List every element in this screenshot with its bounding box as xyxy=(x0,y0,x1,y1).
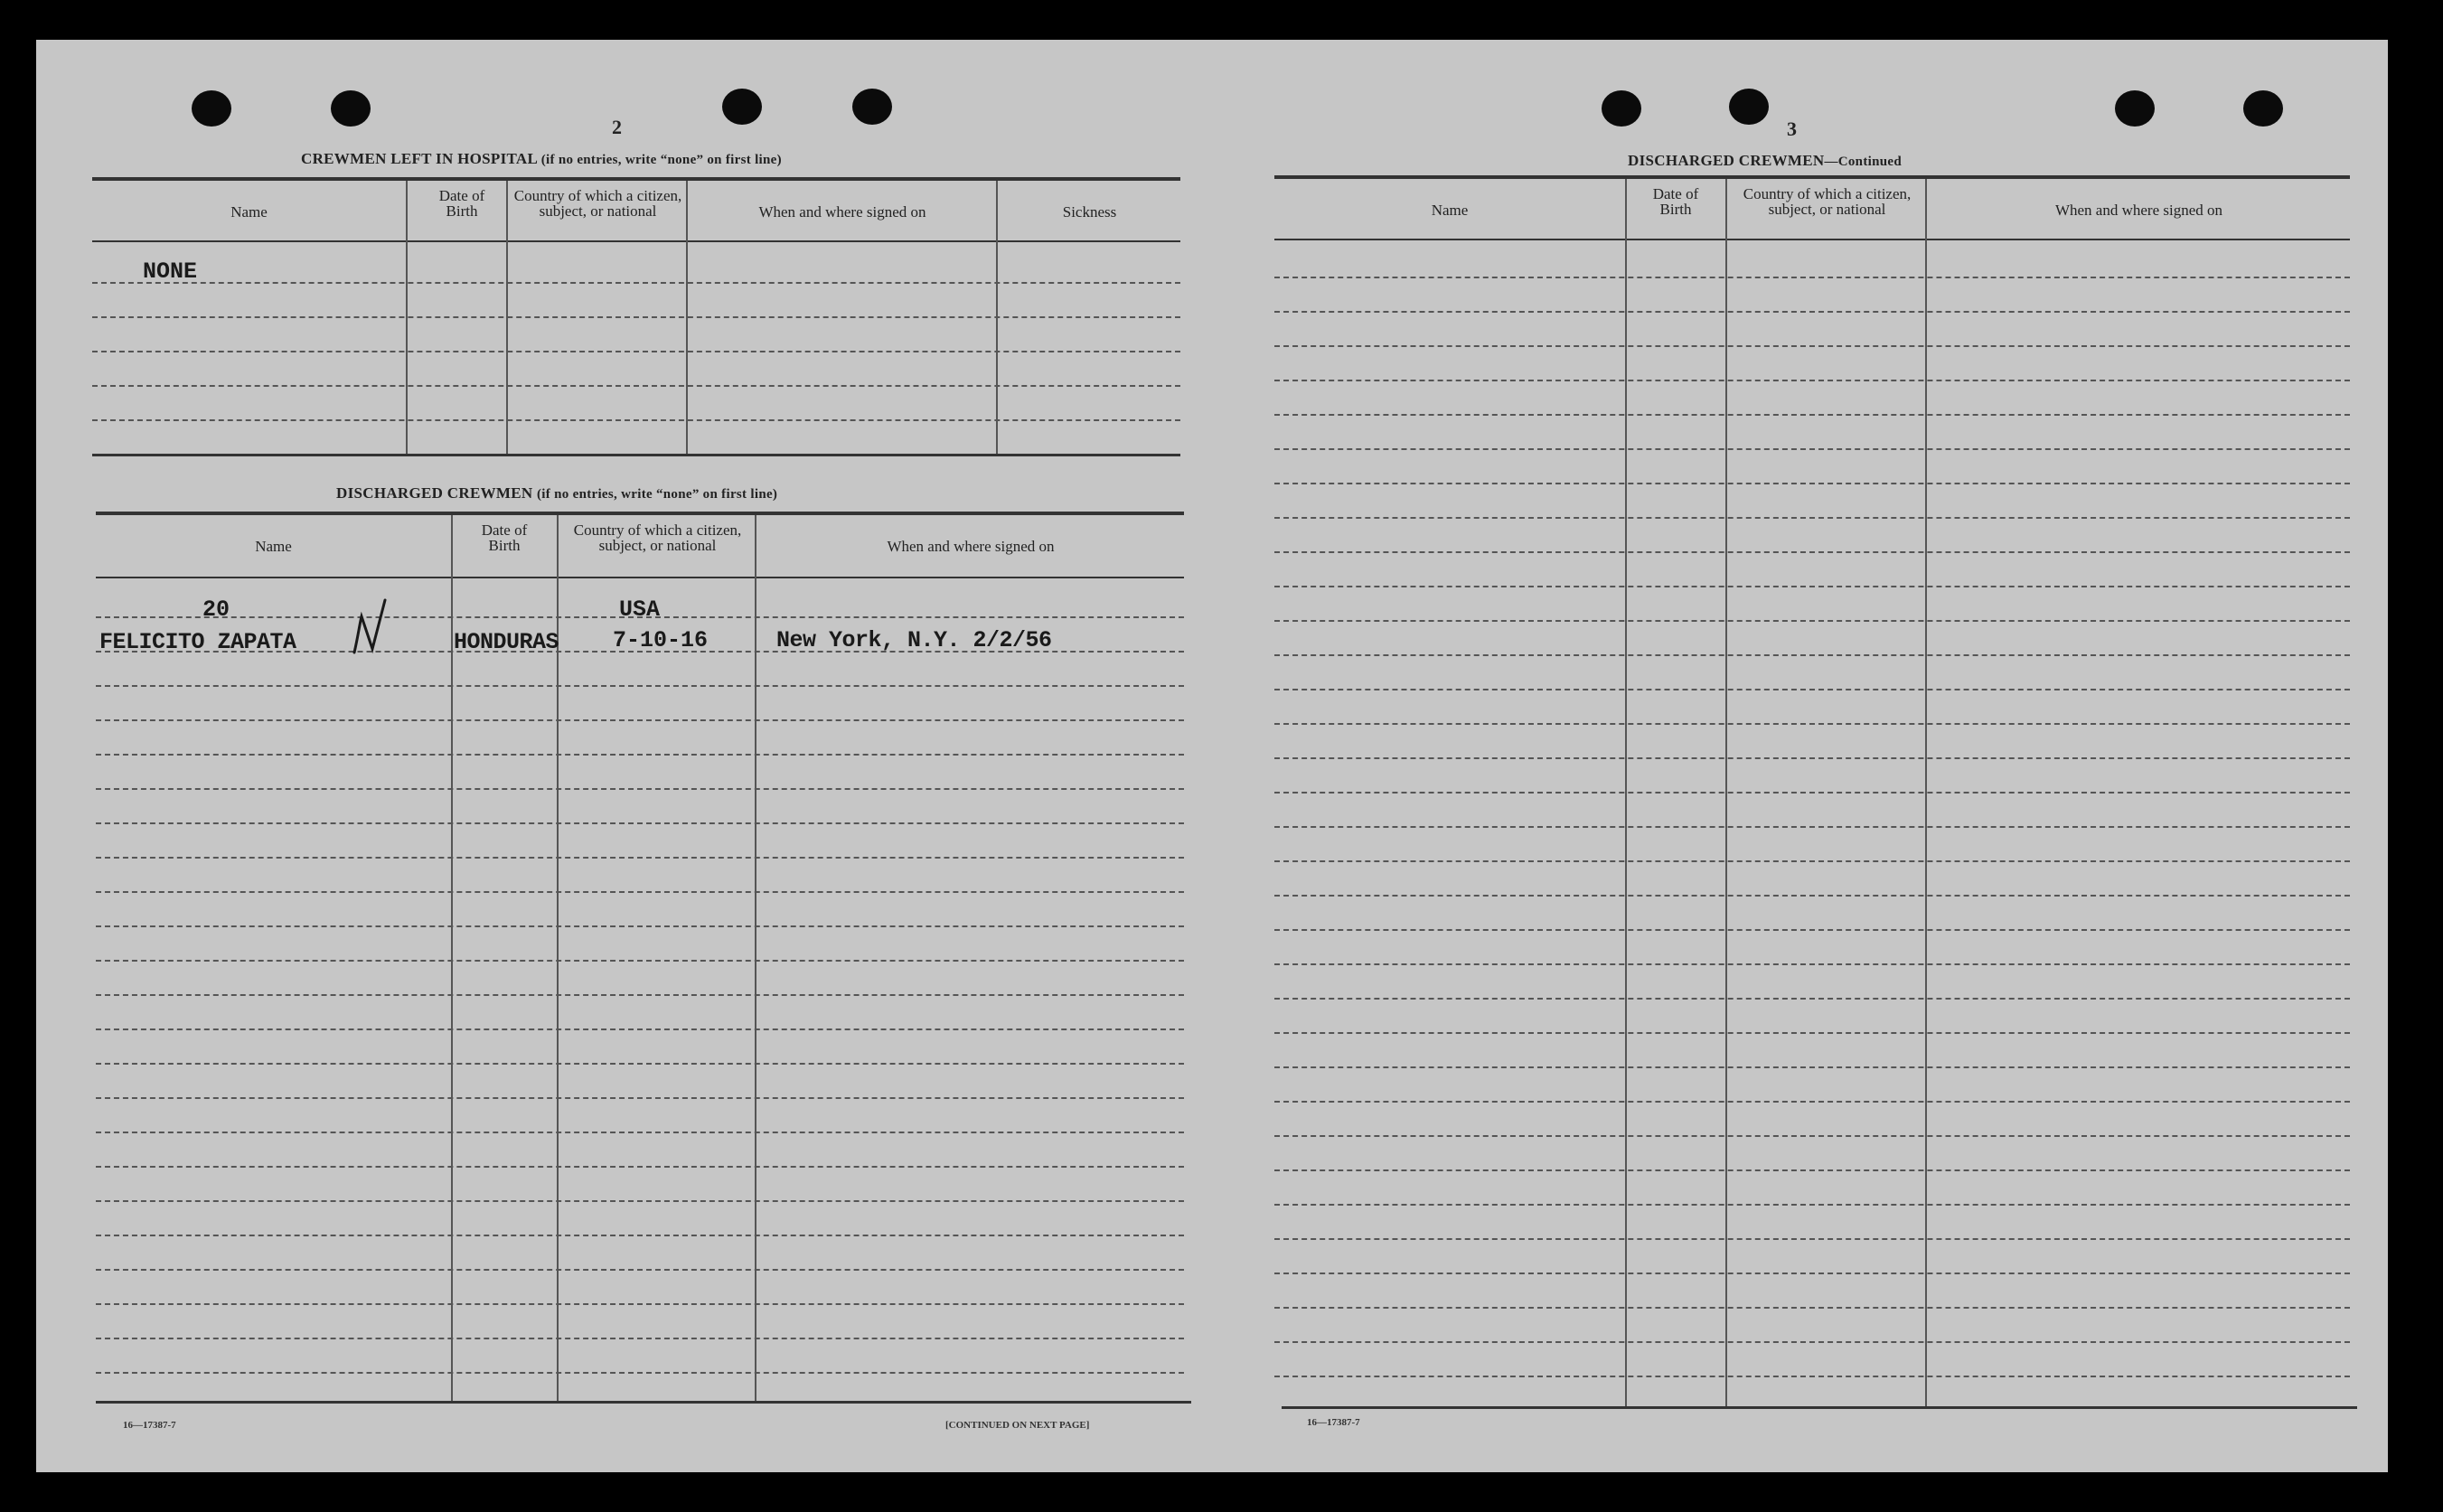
right-row-line xyxy=(1274,1169,2350,1171)
hospital-row-line xyxy=(92,282,1180,284)
right-row-line xyxy=(1274,414,2350,416)
discharged-header-name: Name xyxy=(255,538,292,555)
punch-hole-8 xyxy=(2243,90,2283,127)
right-row-line xyxy=(1274,345,2350,347)
form-number-left: 16—17387-7 xyxy=(123,1420,176,1431)
punch-hole-5 xyxy=(1602,90,1641,127)
discharged-row-line xyxy=(96,685,1184,687)
hospital-row-line xyxy=(92,385,1180,387)
right-header-name: Name xyxy=(1431,202,1469,219)
right-row-line xyxy=(1274,860,2350,862)
discharged-col-sep-3 xyxy=(755,515,756,1401)
right-row-line xyxy=(1274,757,2350,759)
discharged-row-line xyxy=(96,1063,1184,1065)
right-row-line xyxy=(1274,1204,2350,1206)
right-header-signed: When and where signed on xyxy=(2054,202,2223,219)
discharged-row-line xyxy=(96,788,1184,790)
right-row-line xyxy=(1274,826,2350,828)
hospital-header-dob: Date of Birth xyxy=(438,187,485,220)
right-header-country: Country of which a citizen, subject, or national xyxy=(1743,185,1912,218)
right-row-line xyxy=(1274,586,2350,587)
right-row-line xyxy=(1274,483,2350,484)
right-row-line xyxy=(1274,895,2350,897)
discharged-section-title: DISCHARGED CREWMEN (if no entries, write “none” on first line) xyxy=(336,484,778,502)
hospital-row-line xyxy=(92,351,1180,352)
entry-dob-col3: 7-10-16 xyxy=(613,627,709,653)
discharged-row-line xyxy=(96,719,1184,721)
punch-hole-1 xyxy=(192,90,231,127)
hospital-row-line xyxy=(92,419,1180,421)
right-row-line xyxy=(1274,998,2350,1000)
discharged-row-line xyxy=(96,1097,1184,1099)
right-row-line xyxy=(1274,311,2350,313)
discharged-row-line xyxy=(96,1372,1184,1374)
discharged-col-sep-1 xyxy=(451,515,453,1401)
page-number-left: 2 xyxy=(612,116,622,138)
hospital-row-line xyxy=(92,316,1180,318)
right-row-line xyxy=(1274,380,2350,381)
hospital-header-rule xyxy=(92,240,1180,242)
discharged-row-line xyxy=(96,925,1184,927)
entry-above-country: USA xyxy=(619,596,661,623)
hospital-bottom-rule xyxy=(92,454,1180,456)
hospital-header-sickness: Sickness xyxy=(1062,203,1117,221)
hospital-header-signed: When and where signed on xyxy=(758,203,926,221)
discharged-row-line xyxy=(96,822,1184,824)
punch-hole-6 xyxy=(1729,89,1769,125)
right-row-line xyxy=(1274,1135,2350,1137)
right-row-line xyxy=(1274,929,2350,931)
right-row-line xyxy=(1274,1341,2350,1343)
discharged-row-line xyxy=(96,960,1184,962)
right-row-line xyxy=(1274,517,2350,519)
page-number-right: 3 xyxy=(1787,117,1797,140)
right-row-line xyxy=(1274,654,2350,656)
right-row-line xyxy=(1274,1307,2350,1309)
discharged-row-line xyxy=(96,1303,1184,1305)
right-row-line xyxy=(1274,277,2350,278)
discharged-row-line xyxy=(96,857,1184,859)
hospital-entry-name: NONE xyxy=(143,258,198,285)
discharged-row-line xyxy=(96,1166,1184,1168)
discharged-row-line xyxy=(96,1200,1184,1202)
discharged-header-signed: When and where signed on xyxy=(887,538,1055,555)
hospital-section-title: CREWMEN LEFT IN HOSPITAL (if no entries, write “none” on first line) xyxy=(301,150,782,167)
punch-hole-7 xyxy=(2115,90,2155,127)
document-sheet xyxy=(36,40,2388,1472)
discharged-top-rule xyxy=(96,512,1184,515)
right-header-dob: Date of Birth xyxy=(1652,185,1699,218)
right-row-line xyxy=(1274,689,2350,690)
discharged-header-country: Country of which a citizen, subject, or national xyxy=(573,521,742,554)
right-row-line xyxy=(1274,792,2350,794)
punch-hole-3 xyxy=(722,89,762,125)
discharged-row-line xyxy=(96,1269,1184,1271)
hospital-header-name: Name xyxy=(230,203,268,221)
right-row-line xyxy=(1274,620,2350,622)
right-row-line xyxy=(1274,1101,2350,1103)
right-row-line xyxy=(1274,1273,2350,1274)
entry-country-col2: HONDURAS xyxy=(454,629,559,655)
right-row-line xyxy=(1274,723,2350,725)
entry-above-name: 20 xyxy=(202,596,230,623)
entry-crewman-name: FELICITO ZAPATA xyxy=(99,629,296,655)
form-number-right: 16—17387-7 xyxy=(1307,1417,1360,1428)
right-row-line xyxy=(1274,1376,2350,1377)
punch-hole-2 xyxy=(331,90,371,127)
handwritten-check-mark xyxy=(349,596,403,664)
right-row-line xyxy=(1274,1238,2350,1240)
right-row-line xyxy=(1274,1032,2350,1034)
discharged-row-line xyxy=(96,1338,1184,1339)
right-top-rule xyxy=(1274,175,2350,179)
right-row-line xyxy=(1274,1066,2350,1068)
discharged-row-line xyxy=(96,994,1184,996)
punch-hole-4 xyxy=(852,89,892,125)
right-header-rule xyxy=(1274,239,2350,240)
right-row-line xyxy=(1274,963,2350,965)
discharged-row-line xyxy=(96,754,1184,756)
hospital-top-rule xyxy=(92,177,1180,181)
right-row-line xyxy=(1274,551,2350,553)
continued-note: [CONTINUED ON NEXT PAGE] xyxy=(945,1420,1090,1431)
discharged-header-rule xyxy=(96,577,1184,578)
right-section-title: DISCHARGED CREWMEN—Continued xyxy=(1628,152,1902,169)
discharged-row-line xyxy=(96,891,1184,893)
discharged-row-line xyxy=(96,1028,1184,1030)
discharged-row-line xyxy=(96,1132,1184,1133)
right-bottom-rule xyxy=(1282,1406,2357,1409)
entry-signed-on: New York, N.Y. 2/2/56 xyxy=(776,627,1052,653)
discharged-bottom-rule xyxy=(96,1401,1191,1404)
hospital-header-country: Country of which a citizen, subject, or national xyxy=(513,187,682,220)
right-row-line xyxy=(1274,448,2350,450)
discharged-row-line xyxy=(96,1235,1184,1236)
discharged-header-dob: Date of Birth xyxy=(481,521,528,554)
